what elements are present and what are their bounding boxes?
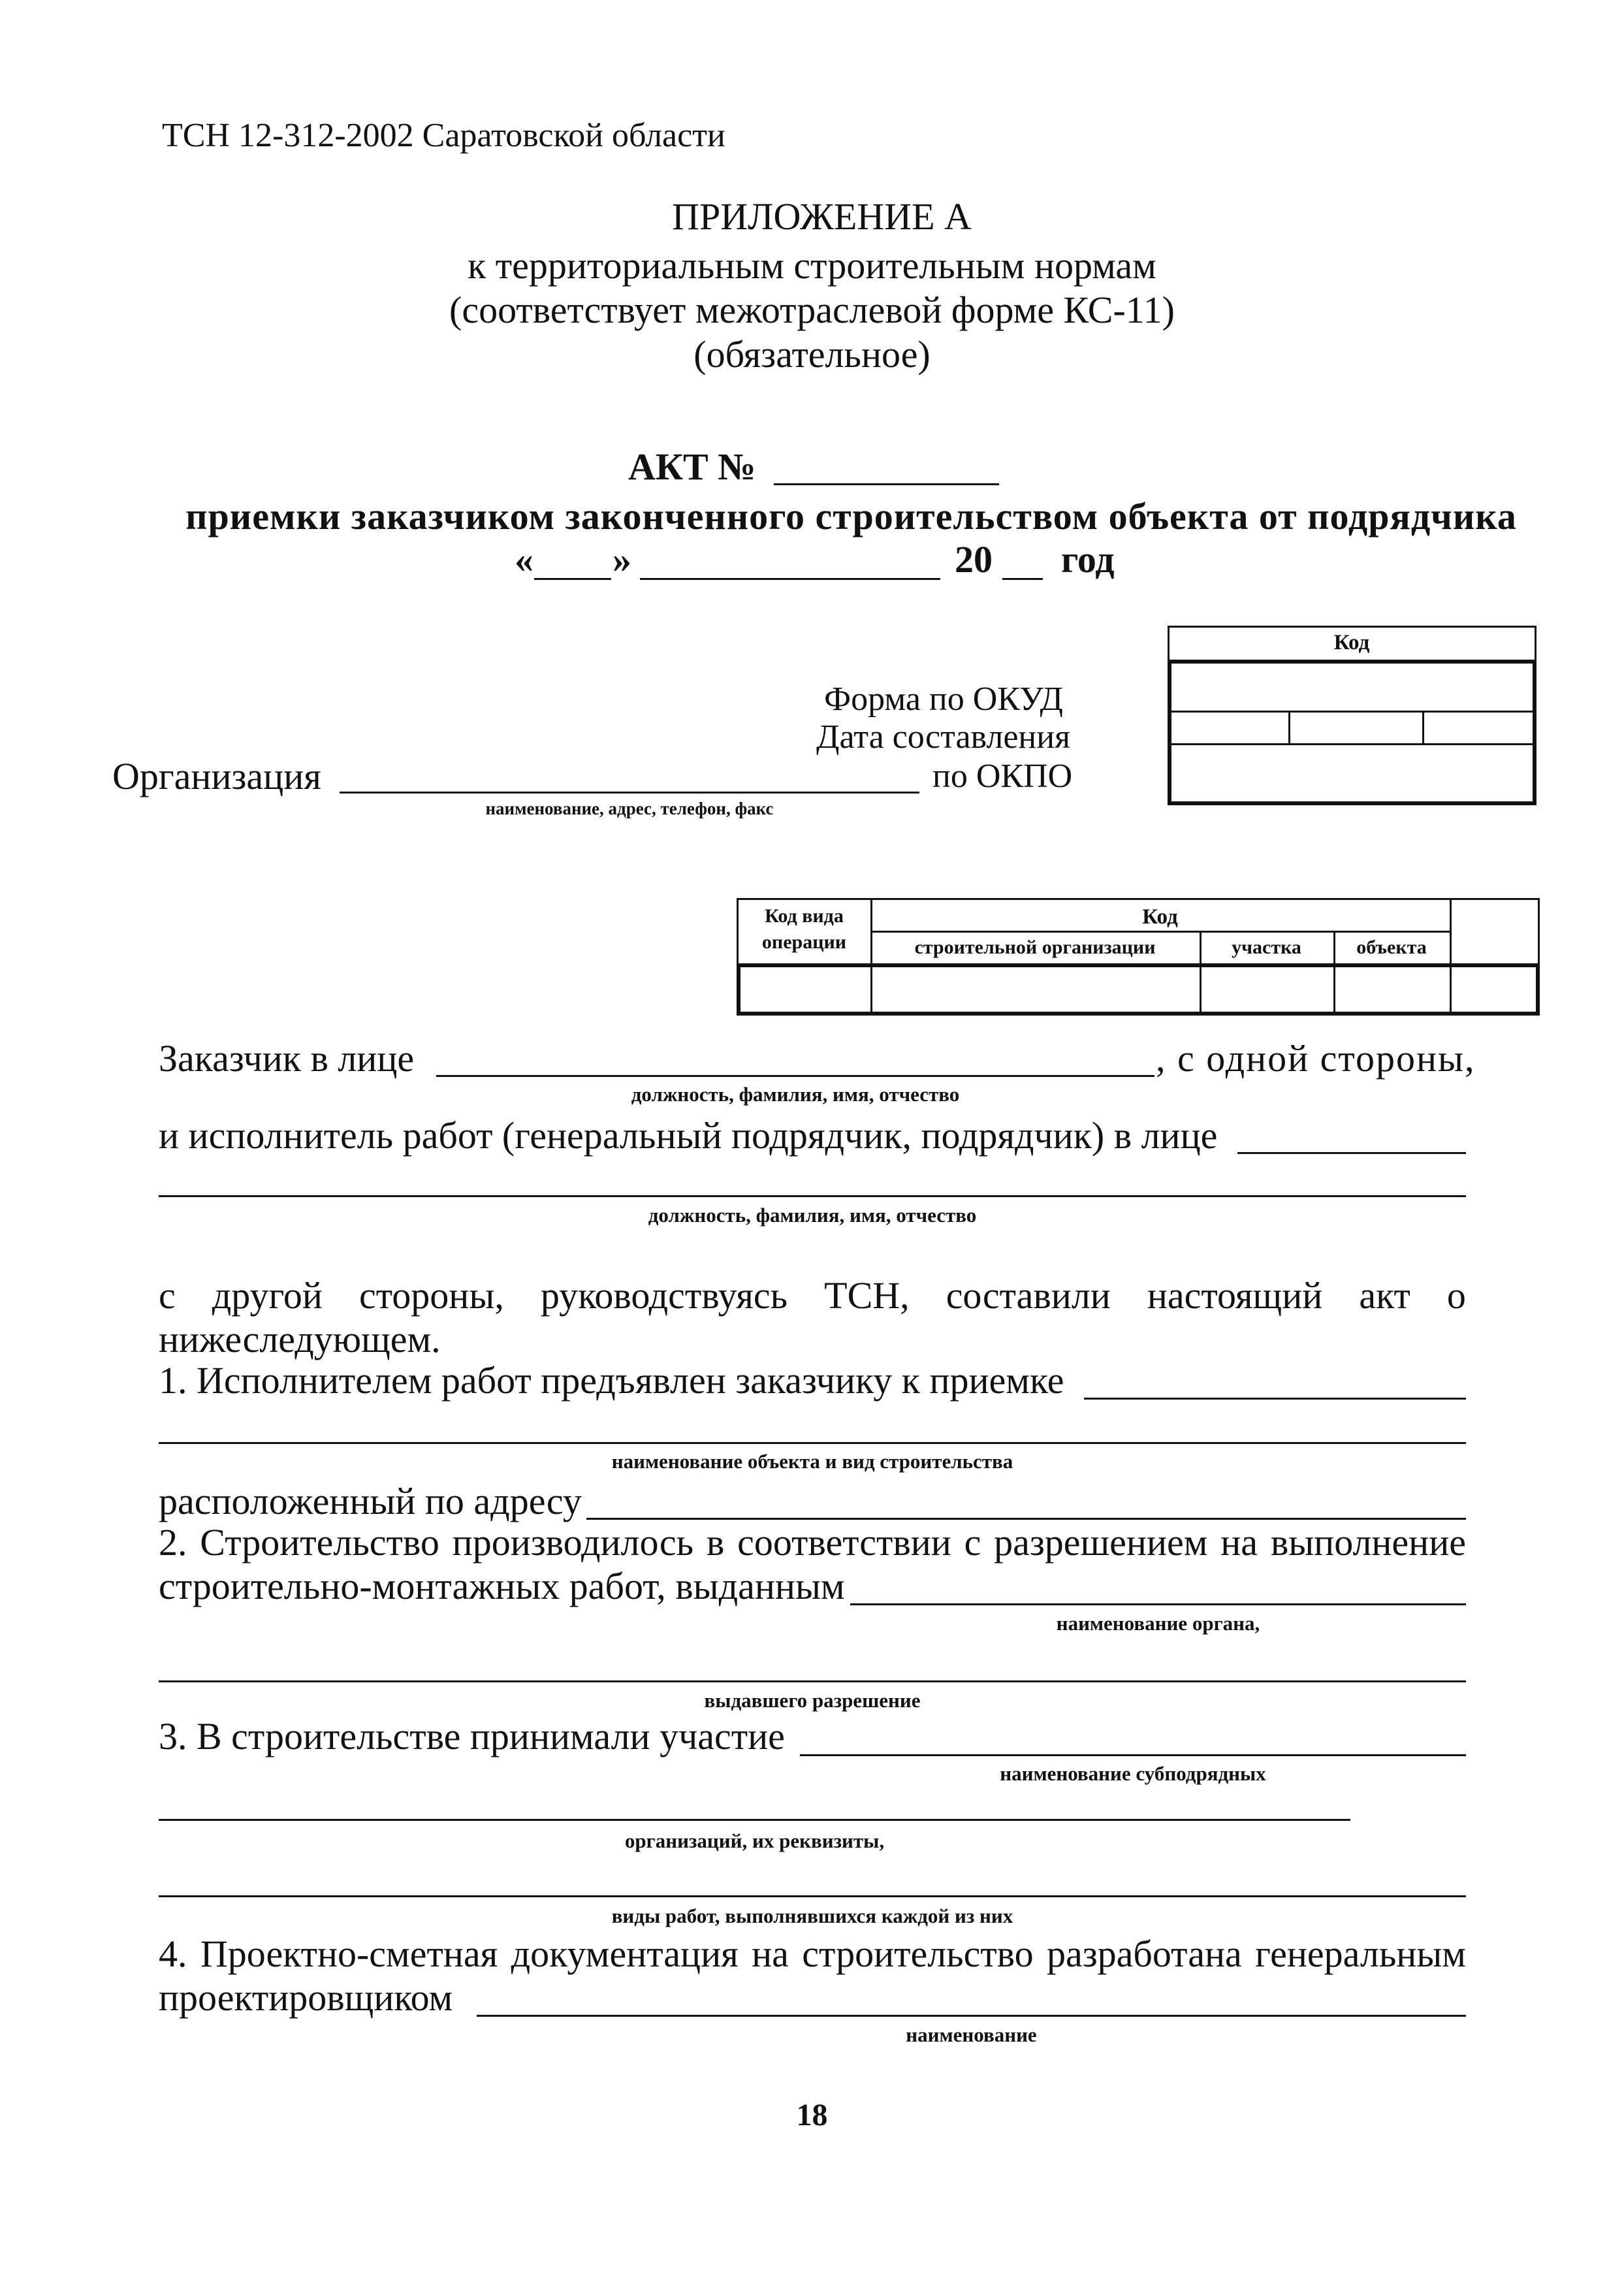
appendix-line-3: (обязательное) [693, 333, 931, 376]
op-col1-line2: операции [761, 931, 847, 953]
other-side-continuation: нижеследующем. [159, 1318, 441, 1360]
item-3-text: 3. В строительстве принимали участие [159, 1715, 785, 1757]
word: составили [946, 1274, 1111, 1317]
address-label: расположенный по адресу [159, 1480, 582, 1522]
appendix-title: ПРИЛОЖЕНИЕ А [672, 195, 972, 238]
op-col1-line1: Код вида [765, 905, 844, 927]
caption-object: наименование объекта и вид строительства [611, 1450, 1013, 1473]
appendix-line-1: к территориальным строительным нормам [468, 244, 1156, 287]
caption-fio-1: должность, фамилия, имя, отчество [631, 1083, 960, 1106]
op-sub-section: участка [1232, 937, 1301, 958]
date-month-line [640, 578, 940, 580]
address-line [586, 1518, 1466, 1520]
caption-issued: выдавшего разрешение [704, 1689, 921, 1712]
word: настоящий [1147, 1274, 1323, 1317]
caption-subcontract: наименование субподрядных [1000, 1762, 1266, 1785]
date-day-line [534, 578, 611, 580]
contractor-line-1 [1237, 1152, 1466, 1154]
item-2-line-1: 2. Строительство производилось в соответствии с разрешением на выполнение [159, 1521, 1466, 1564]
caption-name: наименование [906, 2023, 1037, 2046]
form-okud-label: Форма по ОКУД [824, 681, 1063, 718]
customer-label: Заказчик в лице [159, 1037, 415, 1080]
customer-suffix: , с одной стороны, [1156, 1037, 1476, 1080]
customer-line [436, 1075, 1154, 1077]
item-4-line [477, 2015, 1466, 2017]
item-3-line-2 [159, 1819, 1350, 1821]
op-code-header: Код [1142, 905, 1178, 929]
item-2-line-2: строительно-монтажных работ, выданным [159, 1565, 845, 1607]
caption-orgs: организаций, их реквизиты, [624, 1829, 885, 1852]
item-4-line-2: проектировщиком [159, 1976, 453, 2019]
item-1-text: 1. Исполнителем работ предъявлен заказчику к приемке [159, 1359, 1064, 1402]
contractor-label: и исполнитель работ (генеральный подрядчик, подрядчик) в лице [159, 1114, 1218, 1157]
other-side-line [159, 1274, 1466, 1317]
organization-line [340, 792, 919, 794]
word: стороны, [358, 1274, 504, 1317]
okpo-label: по ОКПО [932, 758, 1073, 795]
date-made-label: Дата составления [816, 718, 1071, 756]
codes-header: Код [1333, 631, 1370, 654]
word: с [159, 1274, 176, 1317]
date-cell-divider-1 [1288, 711, 1290, 743]
op-sub-construction: строительной организации [914, 937, 1156, 958]
item-2-line-a [850, 1603, 1466, 1605]
word: другой [212, 1274, 323, 1317]
act-number-line [774, 483, 999, 485]
op-data-row [737, 963, 1540, 1016]
caption-fio-2: должность, фамилия, имя, отчество [648, 1204, 977, 1227]
act-subtitle: приемки заказчиком законченного строительством объекта от подрядчика [185, 495, 1517, 538]
item-3-line-3 [159, 1895, 1466, 1897]
op-code-header-divider [870, 931, 1450, 933]
codes-row-divider-1 [1168, 711, 1536, 713]
item-1-line-2 [159, 1442, 1466, 1444]
codes-row-divider-2 [1168, 743, 1536, 745]
organization-label: Организация [112, 755, 321, 797]
act-number-label: АКТ № [628, 445, 756, 488]
op-sub-object: объекта [1356, 937, 1427, 958]
date-close-quote: » [613, 538, 631, 581]
year-prefix: 20 [955, 538, 993, 581]
word: акт [1359, 1274, 1410, 1317]
contractor-line-2 [159, 1195, 1466, 1197]
date-cell-divider-2 [1422, 711, 1424, 743]
organization-caption: наименование, адрес, телефон, факс [485, 799, 774, 818]
item-2-line-b [159, 1680, 1466, 1682]
running-header: ТСН 12-312-2002 Саратовской области [162, 117, 725, 154]
year-label: год [1061, 538, 1115, 581]
caption-works: виды работ, выполнявшихся каждой из них [611, 1904, 1013, 1927]
appendix-line-2: (соответствует межотраслевой форме КС-11) [449, 289, 1175, 331]
caption-organ: наименование органа, [1056, 1612, 1260, 1635]
date-open-quote: « [515, 538, 533, 581]
codes-thick-frame [1168, 660, 1536, 805]
year-line [1002, 578, 1043, 580]
item-1-line-1 [1084, 1398, 1466, 1400]
item-4-line-1: 4. Проектно-сметная документация на строительство разработана генеральным [159, 1933, 1466, 1975]
word: ТСН, [824, 1274, 910, 1317]
word: о [1446, 1274, 1466, 1317]
page-number: 18 [796, 2098, 828, 2132]
word: руководствуясь [540, 1274, 788, 1317]
item-3-line-1 [800, 1754, 1466, 1756]
